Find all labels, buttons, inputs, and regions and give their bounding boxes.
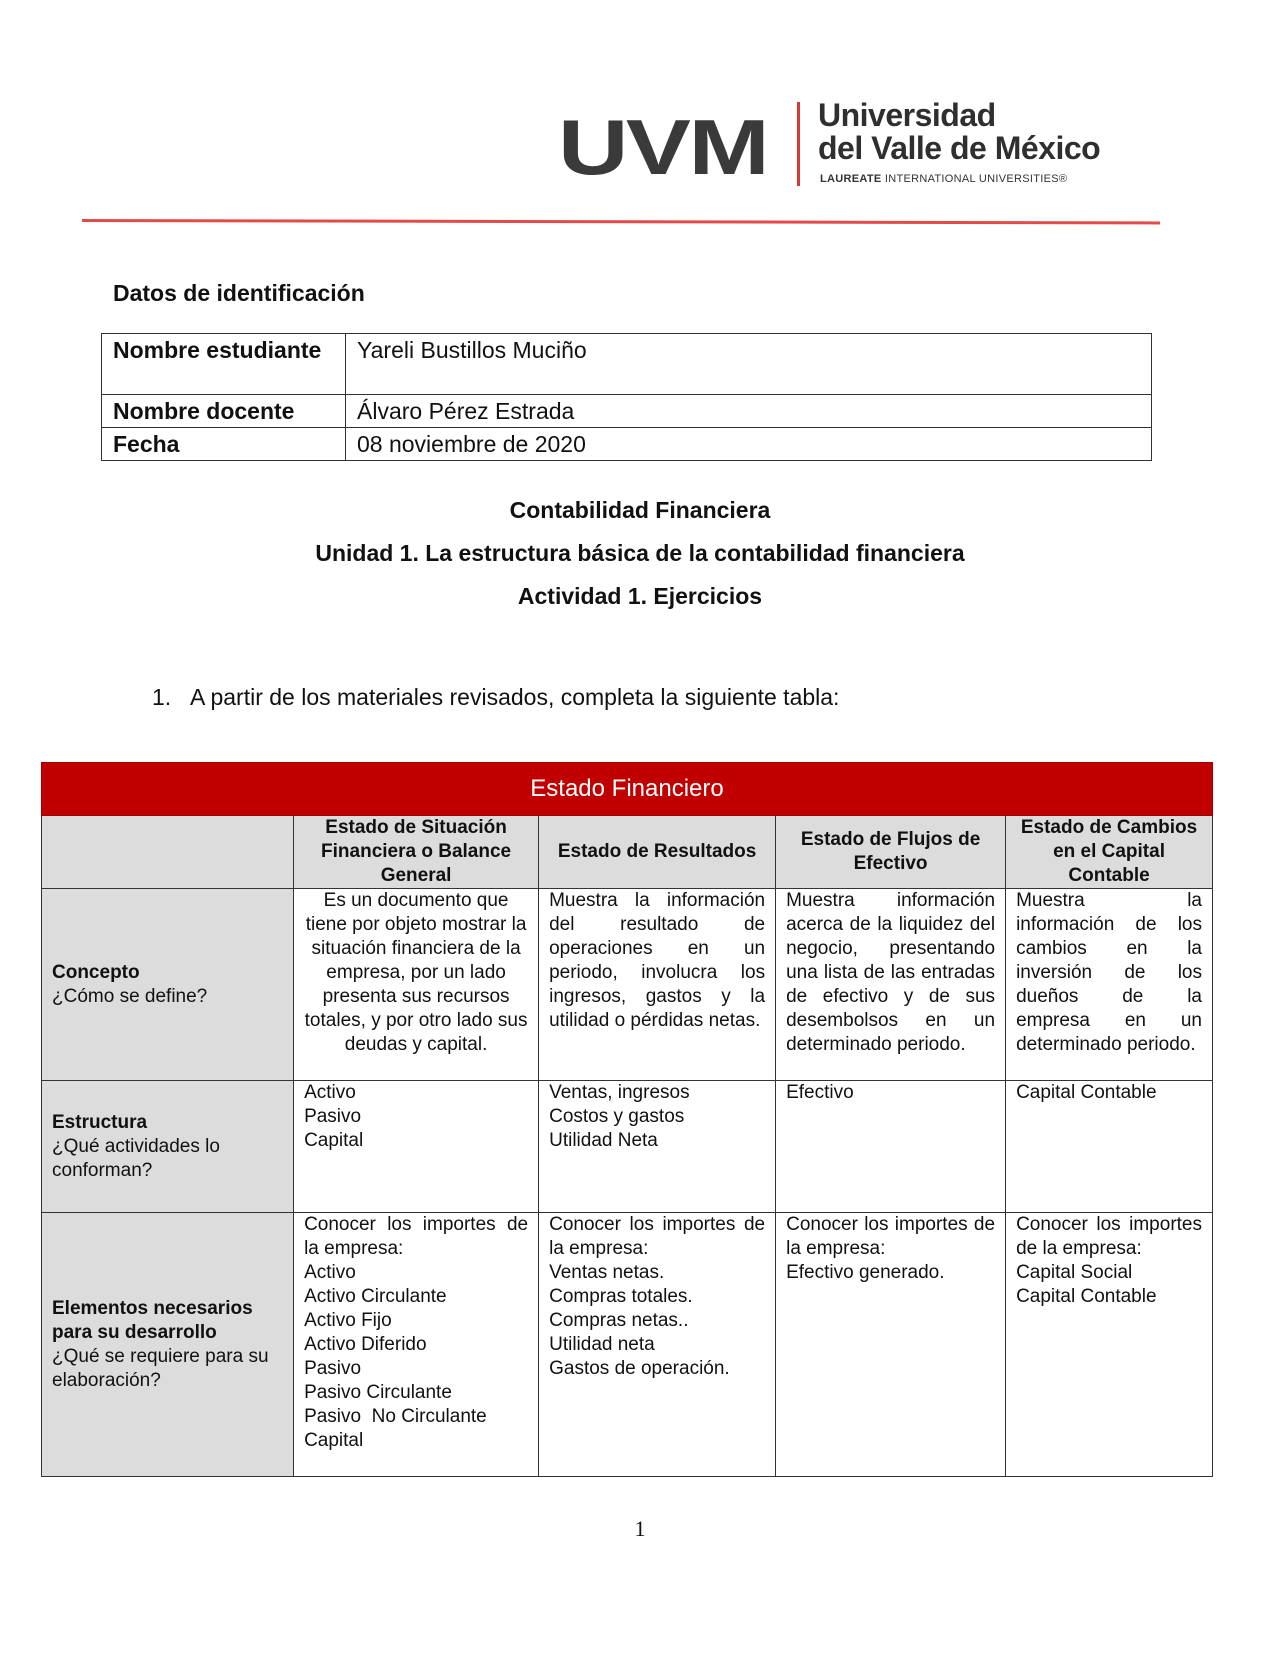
row-question: ¿Qué se requiere para su elaboración? <box>52 1345 269 1391</box>
cell-intro: Conocer los importes de la empresa: <box>786 1214 996 1259</box>
list-item: Capital Social <box>1016 1262 1133 1283</box>
list-item: Pasivo Circulante <box>304 1382 452 1403</box>
logo-divider <box>797 102 800 186</box>
logo-subtitle-bold: LAUREATE <box>820 173 882 185</box>
list-item: Activo Diferido <box>304 1334 427 1355</box>
logo-subtitle-rest: INTERNATIONAL UNIVERSITIES® <box>884 173 1068 185</box>
list-item: Utilidad neta <box>549 1334 655 1355</box>
logo-subtitle <box>820 173 1067 185</box>
unit-title: Unidad 1. La estructura básica de la contabilidad financiera <box>315 540 965 566</box>
table-banner: Estado Financiero <box>42 763 1213 816</box>
cell-intro: Conocer los importes de la empresa: <box>1016 1214 1202 1259</box>
list-item: Pasivo No Circulante <box>304 1406 487 1427</box>
header-rule <box>82 219 1160 224</box>
list-item: Compras totales. <box>549 1286 693 1307</box>
row-estructura <box>42 1081 1213 1213</box>
list-item: Capital Contable <box>1016 1286 1157 1307</box>
cell-elementos-results <box>539 1213 776 1477</box>
row-label-concepto <box>42 889 294 1081</box>
activity-title: Actividad 1. Ejercicios <box>517 583 763 609</box>
ident-value-teacher: Álvaro Pérez Estrada <box>346 395 1152 428</box>
ident-label-date: Fecha <box>102 428 346 461</box>
row-question: ¿Qué actividades lo conforman? <box>52 1135 220 1181</box>
row-label-estructura <box>42 1081 294 1213</box>
cell-elementos-cashflow <box>776 1213 1006 1477</box>
list-item: Costos y gastos <box>549 1106 685 1127</box>
header-empty-cell <box>42 816 294 889</box>
ident-label-student: Nombre estudiante <box>102 334 346 395</box>
cell-concepto-results: Muestra la información del resultado de operaciones en un periodo, involucra los ingresos, gastos y la utilidad o pérdidas netas. <box>539 889 776 1081</box>
ident-row-teacher <box>102 395 1152 428</box>
list-item: Activo <box>304 1262 356 1283</box>
cell-elementos-balance <box>294 1213 539 1477</box>
row-concepto <box>42 889 1213 1081</box>
list-item: Ventas netas. <box>549 1262 665 1283</box>
row-question: ¿Cómo se define? <box>52 985 208 1007</box>
cell-concepto-equity: Muestra la información de los cambios en la inversión de los dueños de la empresa en un determinado periodo. <box>1006 889 1213 1081</box>
list-item: Efectivo generado. <box>786 1262 945 1283</box>
list-item: Pasivo <box>304 1358 362 1379</box>
list-item: Capital <box>304 1130 364 1151</box>
row-elementos <box>42 1213 1213 1477</box>
list-item: Activo Fijo <box>304 1310 392 1331</box>
list-item: Utilidad Neta <box>549 1130 658 1151</box>
cell-intro: Conocer los importes de la empresa: <box>549 1214 766 1259</box>
page-number: 1 <box>634 1516 646 1541</box>
col-header-equity: Estado de Cambios en el Capital Contable <box>1006 816 1213 889</box>
list-item: Ventas, ingresos <box>549 1082 690 1103</box>
ident-value-date: 08 noviembre de 2020 <box>346 428 1152 461</box>
instruction-text: A partir de los materiales revisados, completa la siguiente tabla: <box>190 684 840 710</box>
instruction-number: 1. <box>152 684 172 710</box>
col-header-results: Estado de Resultados <box>539 816 776 889</box>
list-item: Compras netas.. <box>549 1310 689 1331</box>
list-item: Activo <box>304 1082 356 1103</box>
course-title: Contabilidad Financiera <box>509 497 771 523</box>
row-label-elementos <box>42 1213 294 1477</box>
list-item: Activo Circulante <box>304 1286 447 1307</box>
row-title: Elementos necesarios para su desarrollo <box>52 1297 253 1343</box>
uvm-logo-mark: UVM <box>558 103 768 191</box>
cell-intro: Conocer los importes de la empresa: <box>304 1214 529 1259</box>
cell-concepto-cashflow: Muestra información acerca de la liquidez del negocio, presentando una lista de las entradas de efectivo y de sus desembolsos en un determinado periodo. <box>776 889 1006 1081</box>
col-header-cashflow: Estado de Flujos de Efectivo <box>776 816 1006 889</box>
cell-estructura-equity <box>1006 1081 1213 1213</box>
ident-row-student <box>102 334 1152 395</box>
cell-estructura-results <box>539 1081 776 1213</box>
ident-label-teacher: Nombre docente <box>102 395 346 428</box>
col-header-balance: Estado de Situación Financiera o Balance General <box>294 816 539 889</box>
cell-elementos-equity <box>1006 1213 1213 1477</box>
cell-estructura-cashflow <box>776 1081 1006 1213</box>
list-item: Gastos de operación. <box>549 1358 730 1379</box>
logo-title-line1: Universidad <box>818 97 996 133</box>
financial-statements-table <box>41 762 1213 1477</box>
identification-table <box>101 333 1152 461</box>
row-title: Concepto <box>52 961 140 983</box>
cell-estructura-balance <box>294 1081 539 1213</box>
ident-value-student: Yareli Bustillos Muciño <box>346 334 1152 395</box>
instruction <box>152 684 839 711</box>
list-item: Pasivo <box>304 1106 362 1127</box>
ident-heading: Datos de identificación <box>113 280 365 306</box>
logo-title-line2: del Valle de México <box>818 130 1101 166</box>
ident-row-date <box>102 428 1152 461</box>
list-item: Capital <box>304 1430 364 1451</box>
list-item: Efectivo <box>786 1082 854 1103</box>
row-title: Estructura <box>52 1111 148 1133</box>
cell-concepto-balance: Es un documento que tiene por objeto mostrar la situación financiera de la empresa, por un lado presenta sus recursos totales, y por otro lado sus deudas y capital. <box>294 889 539 1081</box>
list-item: Capital Contable <box>1016 1082 1157 1103</box>
